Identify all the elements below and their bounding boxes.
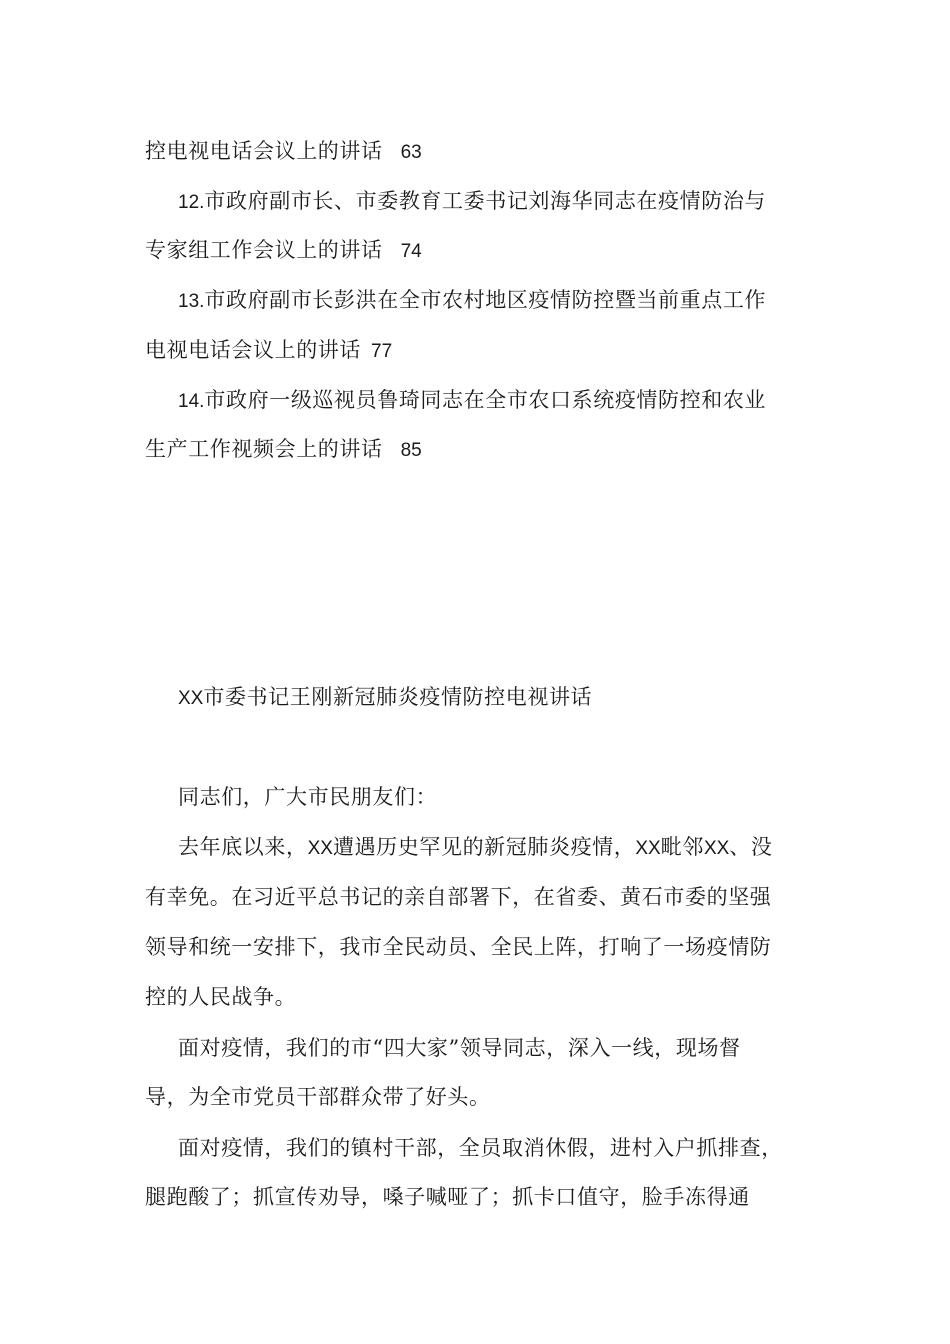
paragraph-3-line-1 [178,1133,818,1163]
p1-text-f: XX [703,838,730,859]
toc-entry-11-title: 控电视电话会议上的讲话 [145,139,383,163]
toc-entry-14-title-line1: 市政府一级巡视员鲁琦同志在全市农口系统疫情防控和农业 [204,388,767,412]
article-title [178,682,818,714]
toc-entry-14-line2 [145,434,815,466]
toc-entry-13-line1 [178,285,818,317]
paragraph-1-line-1 [178,832,818,864]
p1-text-b: XX [307,838,333,859]
p1-line-2-text: 有幸免。在习近平总书记的亲自部署下，在省委、黄石市委的坚强 [145,885,772,909]
p3-line-2-text: 腿跑酸了；抓宣传劝导，嗓子喊哑了；抓卡口值守，脸手冻得通 [145,1185,750,1209]
toc-entry-12-line2 [145,235,815,267]
toc-entry-13-page: 77 [371,341,393,362]
paragraph-1-line-3 [145,932,815,962]
p2-line-2-text: 导，为全市党员干部群众带了好头。 [145,1085,491,1109]
toc-entry-11-tail [145,136,815,168]
paragraph-2-line-1 [178,1033,818,1063]
toc-entry-13-line2 [145,335,815,367]
toc-entry-12-number: 12. [178,192,205,213]
p2-line-1-text: 面对疫情，我们的市“四大家”领导同志，深入一线，现场督 [178,1036,741,1060]
article-title-prefix: XX [178,688,204,709]
p1-line-3-text: 领导和统一安排下，我市全民动员、全民上阵，打响了一场疫情防 [145,935,772,959]
paragraph-1-line-2 [145,882,815,912]
salutation-text: 同志们，广大市民朋友们： [178,785,438,809]
toc-entry-13-title-line2: 电视电话会议上的讲话 [145,338,361,362]
p1-text-c: 遭遇历史罕见的新冠肺炎疫情， [332,835,636,859]
toc-entry-12-title-line1: 市政府副市长、市委教育工委书记刘海华同志在疫情防治与 [204,189,767,213]
toc-entry-12-title-line2: 专家组工作会议上的讲话 [145,238,383,262]
toc-entry-13-title-line1: 市政府副市长彭洪在全市农村地区疫情防控暨当前重点工作 [204,288,767,312]
article-title-text: 市委书记王刚新冠肺炎疫情防控电视讲话 [203,685,593,709]
paragraph-2-line-2 [145,1082,815,1112]
p3-line-1-text: 面对疫情，我们的镇村干部，全员取消休假，进村入户抓排查， [178,1136,783,1160]
p1-text-e: 毗邻 [660,835,704,859]
p1-text-d: XX [635,838,661,859]
toc-entry-14-number: 14. [178,391,205,412]
p1-line-4-text: 控的人民战争。 [145,985,297,1009]
toc-entry-14-title-line2: 生产工作视频会上的讲话 [145,437,383,461]
paragraph-3-line-2 [145,1182,815,1212]
toc-entry-13-number: 13. [178,291,205,312]
toc-entry-14-line1 [178,385,818,417]
toc-entry-12-line1 [178,186,818,218]
paragraph-1-line-4 [145,982,815,1012]
p1-text-g: 、没 [729,835,773,859]
p1-text-a: 去年底以来， [178,835,308,859]
toc-entry-11-page: 63 [400,142,422,163]
toc-entry-14-page: 85 [400,440,422,461]
toc-entry-12-page: 74 [400,241,422,262]
salutation [178,782,818,812]
